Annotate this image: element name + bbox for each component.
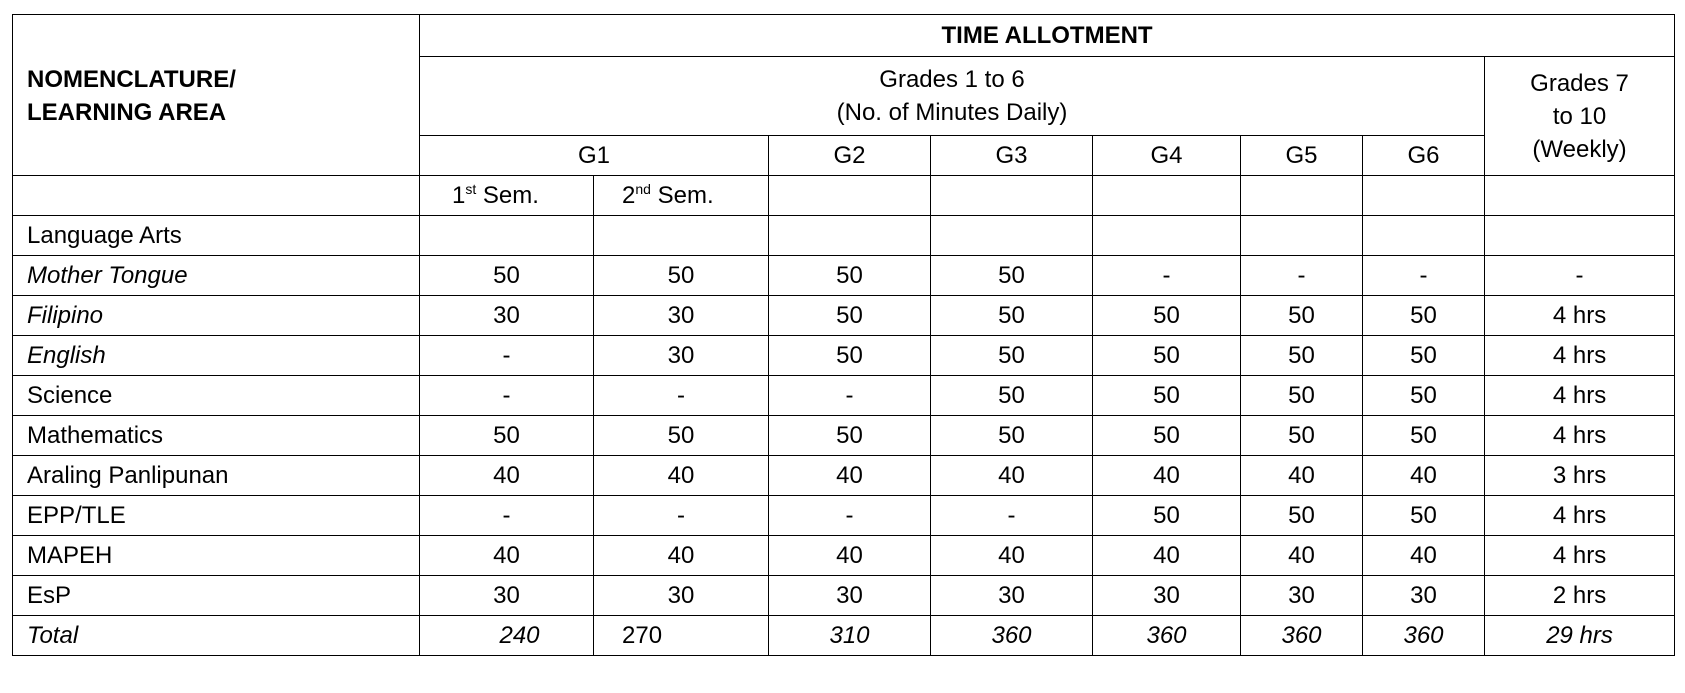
- cell-g6: 50: [1363, 416, 1485, 456]
- grades-7-10-line1: Grades 7: [1530, 69, 1629, 97]
- cell-g1-sem1: 30: [420, 296, 594, 336]
- cell-g3: 50: [931, 256, 1093, 296]
- cell-g2: 50: [769, 336, 931, 376]
- total-g1-sem2: 270: [594, 616, 769, 656]
- sem1-label: Sem.: [476, 181, 539, 209]
- cell-g3: 50: [931, 296, 1093, 336]
- cell-g5: -: [1241, 256, 1363, 296]
- grades-7-10-header: [1485, 57, 1675, 176]
- sem2-suffix: nd: [635, 180, 651, 197]
- cell-g4: 50: [1093, 496, 1241, 536]
- cell-g4: 30: [1093, 576, 1241, 616]
- nomenclature-line2: LEARNING AREA: [27, 99, 227, 126]
- learning-area-name: Science: [13, 376, 420, 416]
- table-row: [13, 216, 1675, 256]
- cell-g3: 50: [931, 336, 1093, 376]
- sem2-label: Sem.: [650, 181, 714, 209]
- cell-g2: 50: [769, 416, 931, 456]
- cell-g1-sem2: 30: [594, 576, 769, 616]
- total-g2: 310: [769, 616, 931, 656]
- cell-g7-10: 4 hrs: [1485, 296, 1675, 336]
- cell-g7-10: -: [1485, 256, 1675, 296]
- learning-area-name: English: [13, 336, 420, 376]
- nomenclature-line1: NOMENCLATURE/: [27, 66, 236, 93]
- cell-g4: 40: [1093, 456, 1241, 496]
- cell-g1-sem2: 30: [594, 336, 769, 376]
- cell-g6: 50: [1363, 496, 1485, 536]
- cell-g7-10: 4 hrs: [1485, 336, 1675, 376]
- cell-g4: -: [1093, 256, 1241, 296]
- cell-g7-10: [1485, 216, 1675, 256]
- cell-g2: -: [769, 376, 931, 416]
- cell-g1-sem2: -: [594, 376, 769, 416]
- cell-g5: 50: [1241, 496, 1363, 536]
- cell-g1-sem1: -: [420, 496, 594, 536]
- cell-g1-sem2: 50: [594, 416, 769, 456]
- semester-row-g710-cell: [1485, 176, 1675, 216]
- g6-header: G6: [1363, 136, 1485, 176]
- cell-g4: [1093, 216, 1241, 256]
- cell-g7-10: 3 hrs: [1485, 456, 1675, 496]
- cell-g3: [931, 216, 1093, 256]
- cell-g1-sem1: -: [420, 336, 594, 376]
- cell-g4: 50: [1093, 376, 1241, 416]
- cell-g6: -: [1363, 256, 1485, 296]
- semester-row: [13, 176, 1675, 216]
- cell-g4: 50: [1093, 296, 1241, 336]
- cell-g7-10: 4 hrs: [1485, 416, 1675, 456]
- cell-g1-sem2: 40: [594, 536, 769, 576]
- cell-g5: 40: [1241, 456, 1363, 496]
- g1-header: G1: [420, 136, 769, 176]
- table-row: [13, 416, 1675, 456]
- cell-g1-sem1: 50: [420, 256, 594, 296]
- cell-g3: 50: [931, 416, 1093, 456]
- semester-row-g4-cell: [1093, 176, 1241, 216]
- total-label: Total: [13, 616, 420, 656]
- cell-g7-10: 4 hrs: [1485, 376, 1675, 416]
- g2-header: G2: [769, 136, 931, 176]
- total-g5: 360: [1241, 616, 1363, 656]
- semester-row-g2-cell: [769, 176, 931, 216]
- table-row: [13, 576, 1675, 616]
- cell-g1-sem1: 40: [420, 536, 594, 576]
- sem2-header: [594, 176, 769, 216]
- table-row: [13, 296, 1675, 336]
- table-row: [13, 336, 1675, 376]
- cell-g4: 50: [1093, 336, 1241, 376]
- table-row: [13, 256, 1675, 296]
- grades-1-6-line1: Grades 1 to 6: [879, 66, 1025, 93]
- learning-area-name: Mathematics: [13, 416, 420, 456]
- cell-g2: 40: [769, 536, 931, 576]
- cell-g1-sem1: [420, 216, 594, 256]
- cell-g6: 40: [1363, 536, 1485, 576]
- total-g1-sem1: 240: [420, 616, 594, 656]
- cell-g6: [1363, 216, 1485, 256]
- total-g4: 360: [1093, 616, 1241, 656]
- cell-g5: [1241, 216, 1363, 256]
- cell-g1-sem1: 40: [420, 456, 594, 496]
- cell-g7-10: 2 hrs: [1485, 576, 1675, 616]
- cell-g1-sem2: 50: [594, 256, 769, 296]
- total-g3: 360: [931, 616, 1093, 656]
- learning-area-name: Language Arts: [13, 216, 420, 256]
- total-row: [13, 616, 1675, 656]
- grades-1-6-line2: (No. of Minutes Daily): [836, 99, 1068, 126]
- sem1-number: 1: [452, 181, 466, 209]
- cell-g5: 50: [1241, 376, 1363, 416]
- sem1-suffix: st: [465, 180, 477, 197]
- cell-g1-sem1: 50: [420, 416, 594, 456]
- cell-g3: 30: [931, 576, 1093, 616]
- total-g7-10: 29 hrs: [1485, 616, 1675, 656]
- cell-g3: 40: [931, 536, 1093, 576]
- semester-row-area-cell: [13, 176, 420, 216]
- cell-g5: 50: [1241, 336, 1363, 376]
- learning-area-name: Araling Panlipunan: [13, 456, 420, 496]
- cell-g3: 50: [931, 376, 1093, 416]
- semester-row-g5-cell: [1241, 176, 1363, 216]
- table-row: [13, 456, 1675, 496]
- cell-g6: 50: [1363, 336, 1485, 376]
- table-row: [13, 376, 1675, 416]
- learning-area-name: Filipino: [13, 296, 420, 336]
- total-g6: 360: [1363, 616, 1485, 656]
- time-allotment-table: [12, 14, 1675, 656]
- cell-g6: 30: [1363, 576, 1485, 616]
- learning-area-rows: [13, 216, 1675, 616]
- cell-g4: 40: [1093, 536, 1241, 576]
- nomenclature-header: [13, 15, 420, 176]
- cell-g4: 50: [1093, 416, 1241, 456]
- semester-row-g3-cell: [931, 176, 1093, 216]
- cell-g3: 40: [931, 456, 1093, 496]
- grades-7-10-line2: to 10: [1552, 102, 1607, 130]
- learning-area-name: EPP/TLE: [13, 496, 420, 536]
- cell-g7-10: 4 hrs: [1485, 496, 1675, 536]
- cell-g5: 50: [1241, 416, 1363, 456]
- time-allotment-header: TIME ALLOTMENT: [420, 15, 1675, 57]
- cell-g3: -: [931, 496, 1093, 536]
- g5-header: G5: [1241, 136, 1363, 176]
- cell-g2: -: [769, 496, 931, 536]
- cell-g1-sem2: [594, 216, 769, 256]
- grades-1-6-header: [420, 57, 1485, 136]
- cell-g1-sem2: 30: [594, 296, 769, 336]
- cell-g2: 50: [769, 256, 931, 296]
- cell-g6: 50: [1363, 296, 1485, 336]
- cell-g5: 30: [1241, 576, 1363, 616]
- g3-header: G3: [931, 136, 1093, 176]
- cell-g2: [769, 216, 931, 256]
- sem1-header: [420, 176, 594, 216]
- semester-row-g6-cell: [1363, 176, 1485, 216]
- table-row: [13, 536, 1675, 576]
- learning-area-name: EsP: [13, 576, 420, 616]
- cell-g5: 50: [1241, 296, 1363, 336]
- header-row-1: [13, 15, 1675, 57]
- cell-g2: 40: [769, 456, 931, 496]
- learning-area-name: MAPEH: [13, 536, 420, 576]
- learning-area-name: Mother Tongue: [13, 256, 420, 296]
- cell-g2: 30: [769, 576, 931, 616]
- cell-g1-sem2: 40: [594, 456, 769, 496]
- cell-g2: 50: [769, 296, 931, 336]
- grades-7-10-line3: (Weekly): [1532, 135, 1627, 163]
- sem2-number: 2: [622, 181, 636, 209]
- cell-g5: 40: [1241, 536, 1363, 576]
- cell-g1-sem1: -: [420, 376, 594, 416]
- cell-g1-sem2: -: [594, 496, 769, 536]
- cell-g6: 40: [1363, 456, 1485, 496]
- cell-g7-10: 4 hrs: [1485, 536, 1675, 576]
- cell-g6: 50: [1363, 376, 1485, 416]
- table-row: [13, 496, 1675, 536]
- g4-header: G4: [1093, 136, 1241, 176]
- cell-g1-sem1: 30: [420, 576, 594, 616]
